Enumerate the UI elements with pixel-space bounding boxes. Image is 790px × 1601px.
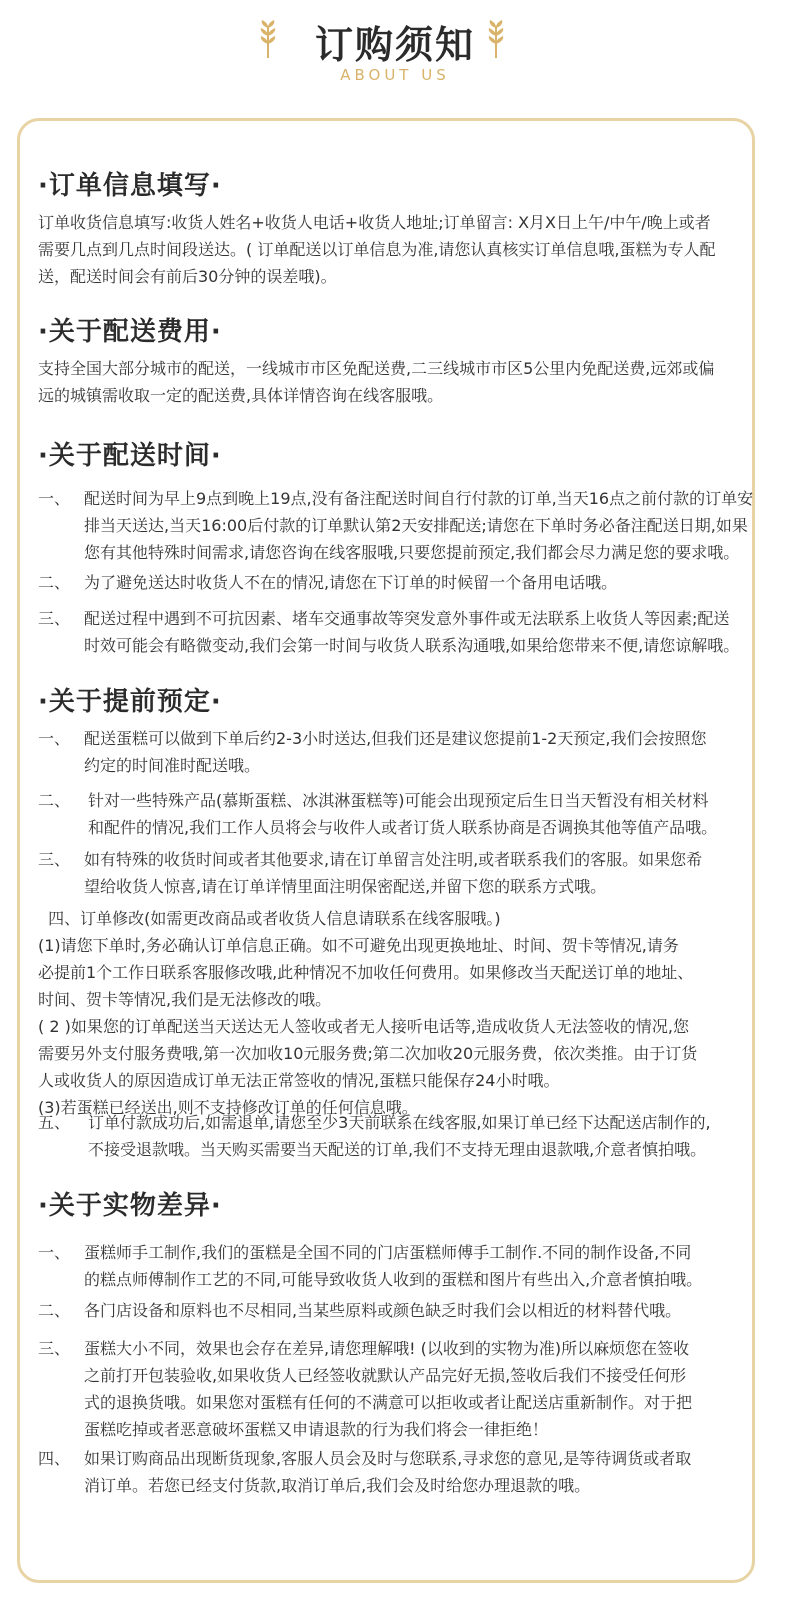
text-line: (1)请您下单时,务必确认订单信息正确。如不可避免出现更换地址、时间、贺卡等情况,请务 bbox=[38, 936, 679, 955]
text-line: 支持全国大部分城市的配送，一线城市市区免配送费,二三线城市市区5公里内免配送费,远郊或偏 bbox=[38, 359, 715, 378]
list-item bbox=[38, 569, 738, 596]
section-title-preorder: ·关于提前预定· bbox=[38, 687, 222, 717]
text-line: 的糕点师傅制作工艺的不同,可能导致收货人收到的蛋糕和图片有些出入,介意者慎拍哦。 bbox=[84, 1270, 703, 1289]
notice-card bbox=[17, 118, 755, 1583]
text-line: 配送时间为早上9点到晚上19点,没有备注配送时间自行付款的订单,当天16点之前付款的订单安 bbox=[84, 489, 754, 508]
text-line: 蛋糕师手工制作,我们的蛋糕是全国不同的门店蛋糕师傅手工制作.不同的制作设备,不同 bbox=[84, 1243, 692, 1262]
item-label: 三、 bbox=[38, 850, 71, 869]
text-line: 远的城镇需收取一定的配送费,具体详情咨询在线客服哦。 bbox=[38, 386, 444, 405]
text-line: 和配件的情况,我们工作人员将会与收件人或者订货人联系协商是否调换其他等值产品哦。 bbox=[88, 818, 718, 837]
page-header bbox=[0, 0, 790, 110]
item-label: 三、 bbox=[38, 1339, 71, 1358]
list-item bbox=[38, 1239, 738, 1293]
text-line: ( 2 )如果您的订单配送当天送达无人签收或者无人接听电话等,造成收货人无法签收的情况,您 bbox=[38, 1017, 690, 1036]
text-line: 送，配送时间会有前后30分钟的误差哦)。 bbox=[38, 267, 337, 286]
text-line: 不接受退款哦。当天购买需要当天配送的订单,我们不支持无理由退款哦,介意者慎拍哦。 bbox=[88, 1140, 707, 1159]
text-line: 时间、贺卡等情况,我们是无法修改的哦。 bbox=[38, 990, 332, 1009]
text-line: 如果订购商品出现断货现象,客服人员会及时与您联系,寻求您的意见,是等待调货或者取 bbox=[84, 1449, 692, 1468]
text-line: 如有特殊的收货时间或者其他要求,请在订单留言处注明,或者联系我们的客服。如果您希 bbox=[84, 850, 703, 869]
page-subtitle: ABOUT US bbox=[340, 66, 450, 84]
item-label: 一、 bbox=[38, 1243, 71, 1262]
section-title-time: ·关于配送时间· bbox=[38, 441, 222, 471]
list-item bbox=[38, 485, 754, 566]
text-line: 配送过程中遇到不可抗因素、堵车交通事故等突发意外事件或无法联系上收货人等因素;配送 bbox=[84, 609, 730, 628]
text-line: 约定的时间准时配送哦。 bbox=[84, 756, 261, 775]
item-label: 一、 bbox=[38, 729, 71, 748]
page-title: 订购须知 bbox=[314, 23, 475, 67]
text-line: 必提前1个工作日联系客服修改哦,此种情况不加收任何费用。如果修改当天配送订单的地址、 bbox=[38, 963, 694, 982]
text-line: 需要另外支付服务费哦,第一次加收10元服务费;第二次加收20元服务费，依次类推。由于订货 bbox=[38, 1044, 698, 1063]
item-label: 一、 bbox=[38, 489, 71, 508]
list-item bbox=[38, 1445, 738, 1499]
item-label: 三、 bbox=[38, 609, 71, 628]
item-label: 二、 bbox=[38, 1301, 71, 1320]
list-item bbox=[38, 1109, 738, 1163]
text-line: 需要几点到几点时间段送达。( 订单配送以订单信息为准,请您认真核实订单信息哦,蛋糕为专人配 bbox=[38, 240, 716, 259]
text-line: 订单付款成功后,如需退单,请您至少3天前联系在线客服,如果订单已经下达配送店制作的, bbox=[88, 1113, 711, 1132]
text-line: 消订单。若您已经支付货款,取消订单后,我们会及时给您办理退款的哦。 bbox=[84, 1476, 591, 1495]
section-title-fee: ·关于配送费用· bbox=[38, 317, 222, 347]
text-line: 蛋糕吃掉或者恶意破坏蛋糕又申请退款的行为我们将会一律拒绝！ bbox=[84, 1420, 549, 1439]
text-line: 您有其他特殊时间需求,请您咨询在线客服哦,只要您提前预定,我们都会尽力满足您的要求哦。 bbox=[84, 543, 740, 562]
text-line: 四、订单修改(如需更改商品或者收货人信息请联系在线客服哦。) bbox=[38, 909, 501, 928]
item-label: 五、 bbox=[38, 1113, 71, 1132]
text-line: 针对一些特殊产品(慕斯蛋糕、冰淇淋蛋糕等)可能会出现预定后生日当天暂没有相关材料 bbox=[88, 791, 709, 810]
text-line: 为了避免送达时收货人不在的情况,请您在下订单的时候留一个备用电话哦。 bbox=[84, 573, 618, 592]
list-item bbox=[38, 605, 738, 659]
text-line: (3)若蛋糕已经送出,则不支持修改订单的任何信息哦。 bbox=[38, 1098, 418, 1117]
order-info-text bbox=[38, 209, 743, 290]
text-line: 订单收货信息填写:收货人姓名+收货人电话+收货人地址;订单留言: X月X日上午/中午/晚上或者 bbox=[38, 213, 711, 232]
list-item bbox=[38, 1335, 738, 1443]
text-line: 之前打开包装验收,如果收货人已经签收就默认产品完好无损,签收后我们不接受任何形 bbox=[84, 1366, 687, 1385]
text-line: 配送蛋糕可以做到下单后约2-3小时送达,但我们还是建议您提前1-2天预定,我们会按照您 bbox=[84, 729, 707, 748]
section-title-difference: ·关于实物差异· bbox=[38, 1191, 222, 1221]
text-line: 蛋糕大小不同，效果也会存在差异,请您理解哦! (以收到的实物为准)所以麻烦您在签收 bbox=[84, 1339, 690, 1358]
section-title-order-info: ·订单信息填写· bbox=[38, 171, 222, 201]
fee-text bbox=[38, 355, 743, 409]
item-label: 二、 bbox=[38, 573, 71, 592]
text-line: 式的退换货哦。如果您对蛋糕有任何的不满意可以拒收或者让配送店重新制作。对于把 bbox=[84, 1393, 693, 1412]
item-label: 二、 bbox=[38, 791, 71, 810]
text-line: 各门店设备和原料也不尽相同,当某些原料或颜色缺乏时我们会以相近的材料替代哦。 bbox=[84, 1301, 682, 1320]
text-line: 排当天送达,当天16:00后付款的订单默认第2天安排配送;请您在下单时务必备注配送日期,如果 bbox=[84, 516, 748, 535]
order-modify-text bbox=[38, 905, 743, 1121]
list-item bbox=[38, 1297, 738, 1324]
text-line: 时效可能会有略微变动,我们会第一时间与收货人联系沟通哦,如果给您带来不便,请您谅解哦。 bbox=[84, 636, 740, 655]
list-item bbox=[38, 846, 738, 900]
list-item bbox=[38, 725, 738, 779]
item-label: 四、 bbox=[38, 1449, 71, 1468]
wheat-icon bbox=[486, 20, 506, 60]
text-line: 人或收货人的原因造成订单无法正常签收的情况,蛋糕只能保存24小时哦。 bbox=[38, 1071, 560, 1090]
list-item bbox=[38, 787, 738, 841]
text-line: 望给收货人惊喜,请在订单详情里面注明保密配送,并留下您的联系方式哦。 bbox=[84, 877, 607, 896]
